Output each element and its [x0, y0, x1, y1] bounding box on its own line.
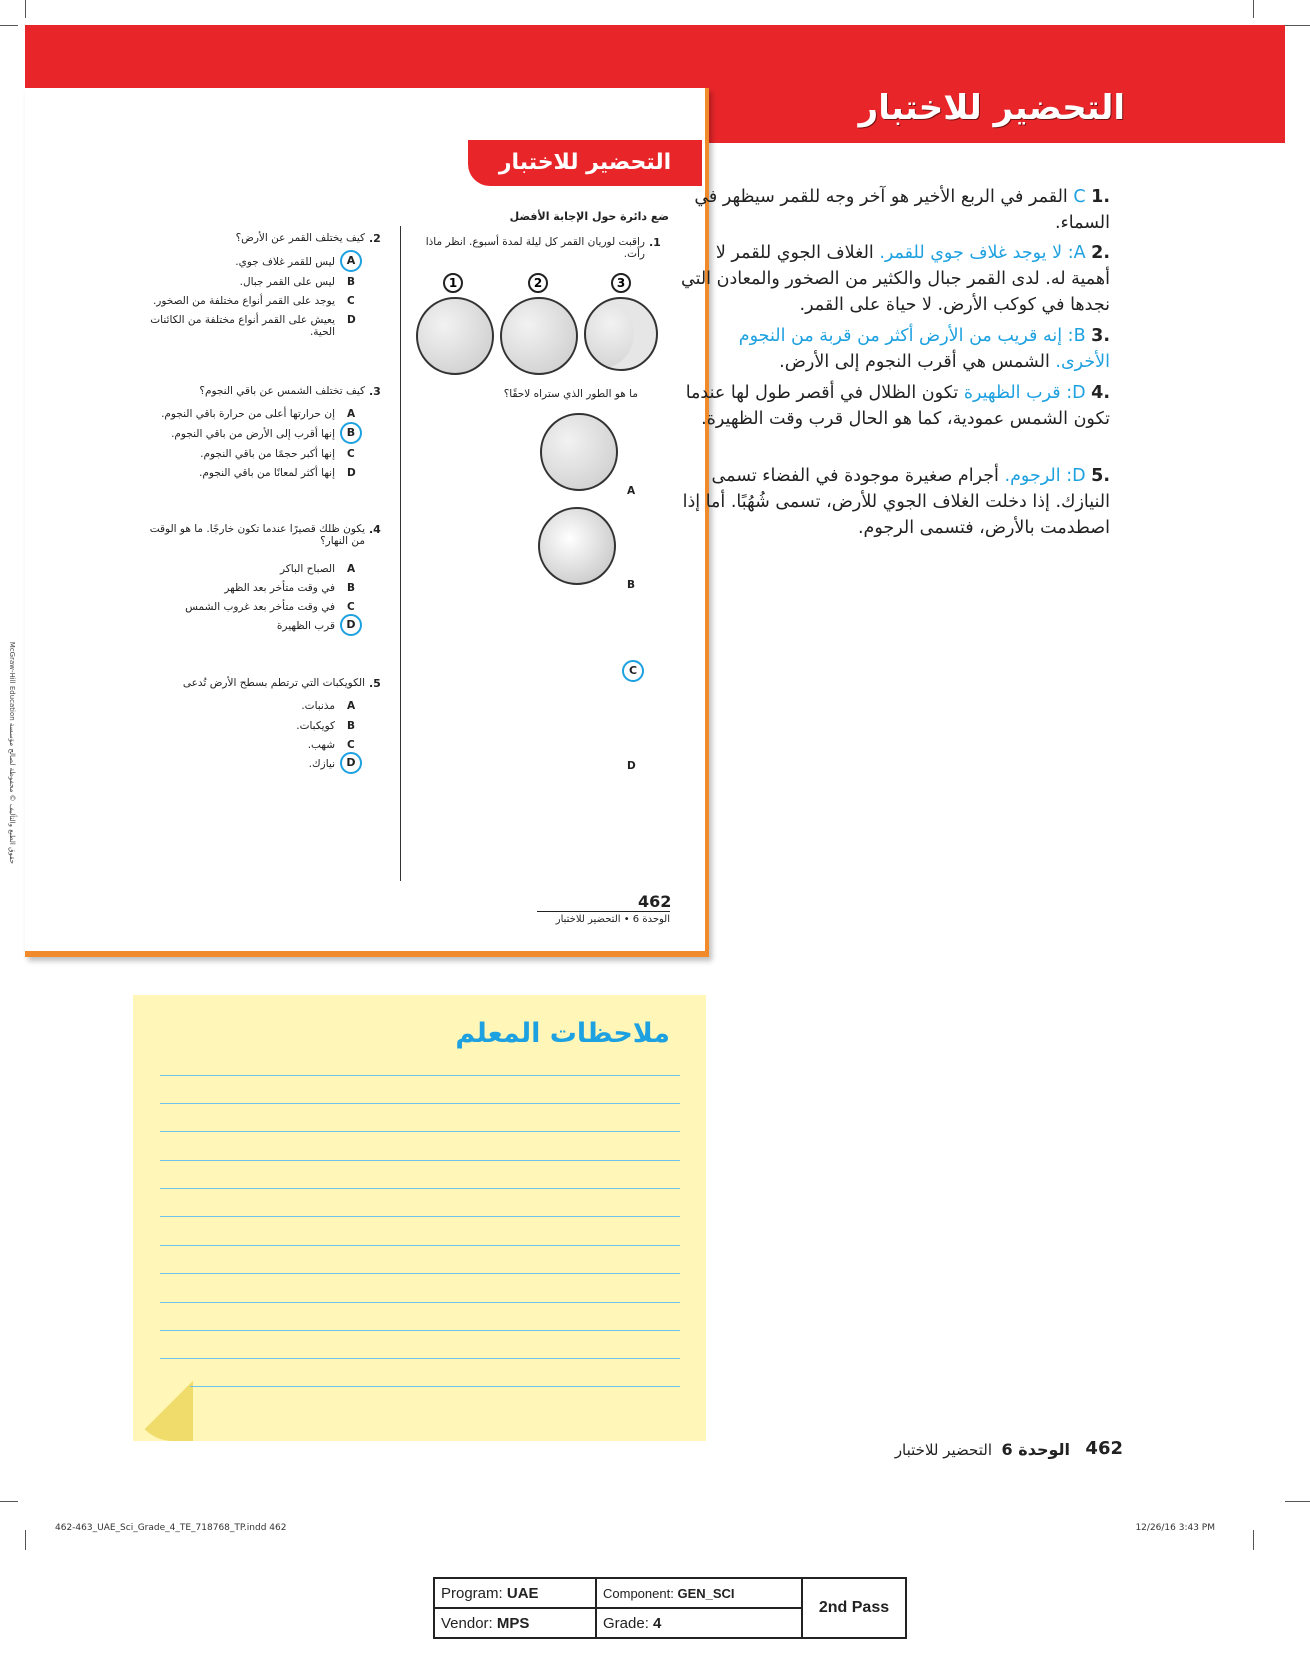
grade-value: 4 [653, 1614, 662, 1632]
page-footer-unit: الوحدة 6 [1001, 1440, 1070, 1459]
answer-2-text: الغلاف الجوي للقمر لا أهمية له. لدى القمر جبال والكثير من الصخور والمعادن التي نجدها في كوكب الأرض. لا حياة على القمر. [680, 243, 1110, 315]
q1-option-d: D [627, 760, 636, 772]
q2-option-d: D [347, 314, 356, 326]
moon-phase-1 [416, 297, 494, 375]
answer-1-number: .1 [1091, 187, 1110, 207]
answer-1 [680, 184, 1110, 236]
q5-text: الكويكبات التي ترتطم بسطح الأرض تُدعى [182, 677, 365, 689]
answer-2-number: .2 [1091, 243, 1110, 263]
q1-number: .1 [649, 236, 661, 249]
q2-number: .2 [369, 232, 381, 245]
q3-option-d-text: إنها أكثر لمعانًا من باقي النجوم. [199, 467, 335, 479]
q2-text: كيف يختلف القمر عن الأرض؟ [235, 232, 365, 244]
q5-option-c: C [347, 739, 355, 751]
answer-4-correct: قرب الظهيرة [963, 383, 1061, 403]
answer-2-correct: لا يوجد غلاف جوي للقمر. [879, 243, 1063, 263]
note-line[interactable] [160, 1188, 680, 1189]
answer-5-number: .5 [1091, 466, 1110, 486]
answer-1-text: القمر في الربع الأخير هو آخر وجه للقمر سيظهر في السماء. [694, 187, 1110, 233]
answer-5-key: D: [1066, 466, 1086, 486]
side-credit: حقوق الطبع والتأليف © محفوظة لصالح مؤسسة McGraw-Hill Education [8, 641, 16, 864]
q5-option-d-circled: D [340, 752, 362, 774]
q3-option-b-text: إنها أقرب إلى الأرض من باقي النجوم. [171, 428, 335, 440]
q5-option-b: B [347, 720, 356, 732]
q3-number: .3 [369, 385, 381, 398]
answer-2-key: A: [1067, 243, 1086, 263]
note-line[interactable] [160, 1358, 680, 1359]
vendor-cell [434, 1608, 596, 1638]
q4-option-c-text: في وقت متأخر بعد غروب الشمس [185, 601, 335, 613]
banner-title: التحضير للاختبار [858, 88, 1125, 128]
page-footer-label: التحضير للاختبار [894, 1441, 992, 1459]
q2-option-b: B [347, 276, 356, 288]
note-line[interactable] [190, 1386, 680, 1387]
option-b-moon [538, 507, 616, 585]
vendor-value: MPS [496, 1614, 530, 1632]
student-page-number: 462 [638, 892, 672, 911]
note-line[interactable] [160, 1245, 680, 1246]
instruction: ضع دائرة حول الإجابة الأفضل [509, 210, 669, 223]
component-value: GEN_SCI [677, 1585, 735, 1601]
grade-cell [596, 1608, 802, 1638]
answer-3 [680, 323, 1110, 375]
pass-label: 2nd Pass [802, 1578, 906, 1638]
q2-option-b-text: ليس على القمر جبال. [239, 276, 335, 288]
q2-option-a-circled: A [340, 250, 362, 272]
program-cell [434, 1578, 596, 1608]
answer-3-text: الشمس هي أقرب النجوم إلى الأرض. [779, 352, 1050, 372]
component-cell [596, 1578, 802, 1608]
q4-number: .4 [369, 523, 381, 536]
program-label: Program: [441, 1584, 503, 1602]
q5-number: .5 [369, 677, 381, 690]
q2-option-d-text: يعيش على القمر أنواع مختلفة من الكائنات الحية. [150, 314, 335, 338]
q5-option-d-text: نيازك. [308, 758, 335, 770]
q1-option-a: A [627, 485, 636, 497]
note-line[interactable] [160, 1131, 680, 1132]
q2-option-a-text: ليس للقمر غلاف جوي. [235, 256, 335, 268]
q3-option-d: D [347, 467, 356, 479]
student-page-header: التحضير للاختبار [468, 140, 702, 186]
answer-4-key: D: [1066, 383, 1086, 403]
q4-option-b-text: في وقت متأخر بعد الظهر [224, 582, 335, 594]
note-line[interactable] [160, 1273, 680, 1274]
q1-text: راقبت لوريان القمر كل ليلة لمدة أسبوع. انظر ماذا رأت. [425, 236, 645, 260]
answer-1-key: C [1073, 187, 1086, 207]
vendor-label: Vendor: [441, 1614, 493, 1632]
answer-3-number: .3 [1091, 326, 1110, 346]
q4-option-a: A [347, 563, 356, 575]
q4-text: يكون ظلك قصيرًا عندما تكون خارجًا. ما هو الوقت من النهار؟ [149, 523, 365, 547]
program-info-box [433, 1577, 907, 1639]
print-date: 12/26/16 3:43 PM [1135, 1523, 1215, 1533]
q2-option-c-text: يوجد على القمر أنواع مختلفة من الصخور. [152, 295, 335, 307]
q4-option-b: B [347, 582, 356, 594]
grade-label: Grade: [603, 1614, 649, 1632]
note-line[interactable] [160, 1160, 680, 1161]
q2-option-c: C [347, 295, 355, 307]
option-a-moon [540, 413, 618, 491]
q1-question: ما هو الطور الذي ستراه لاحقًا؟ [503, 388, 638, 400]
q5-option-a-text: مذنبات. [301, 700, 335, 712]
q4-option-a-text: الصباح الباكر [280, 563, 335, 575]
print-file-name: 462-463_UAE_Sci_Grade_4_TE_718768_TP.indd 462 [55, 1523, 287, 1533]
q3-text: كيف تختلف الشمس عن باقي النجوم؟ [199, 385, 365, 397]
q5-option-b-text: كويكبات. [296, 720, 335, 732]
q3-option-b-circled: B [340, 422, 362, 444]
note-line[interactable] [160, 1103, 680, 1104]
q3-option-c-text: إنها أكبر حجمًا من باقي النجوم. [200, 448, 335, 460]
note-line[interactable] [160, 1330, 680, 1331]
q4-option-d-circled: D [340, 614, 362, 636]
phase-label-1: 1 [443, 273, 463, 293]
q4-option-c: C [347, 601, 355, 613]
q5-option-a: A [347, 700, 356, 712]
phase-label-2: 2 [528, 273, 548, 293]
teacher-notes-box [133, 995, 706, 1441]
phase-label-3: 3 [611, 273, 631, 293]
answer-5-correct: الرجوم. [1004, 466, 1061, 486]
answer-4 [680, 380, 1110, 432]
q3-option-a: A [347, 408, 356, 420]
q4-option-d-text: قرب الظهيرة [276, 620, 335, 632]
q1-option-c-circled: C [622, 660, 644, 682]
note-line[interactable] [160, 1302, 680, 1303]
note-line[interactable] [160, 1075, 680, 1076]
moon-phase-2 [500, 297, 578, 375]
answer-5 [680, 463, 1110, 541]
teacher-notes-title: ملاحظات المعلم [455, 1018, 670, 1049]
program-value: UAE [506, 1584, 539, 1602]
answer-3-key: B: [1067, 326, 1086, 346]
student-footer-text: الوحدة 6 • التحضير للاختبار [555, 914, 670, 925]
column-divider [400, 226, 401, 881]
q3-option-a-text: إن حرارتها أعلى من حرارة باقي النجوم. [161, 408, 335, 420]
student-footer-rule [537, 911, 670, 912]
answer-5-text: أجرام صغيرة موجودة في الفضاء تسمى النيازك. إذا دخلت الغلاف الجوي للأرض، تسمى شُهُبًا. أما إذا اصطدمت بالأرض، فتسمى الرجوم. [682, 466, 1110, 538]
answer-3-correct: إنه قريب من الأرض أكثر من قربة من النجوم الأخرى. [738, 326, 1110, 372]
q3-option-c: C [347, 448, 355, 460]
answer-4-text: تكون الظلال في أقصر طول لها عندما تكون الشمس عمودية، كما هو الحال قرب وقت الظهيرة. [685, 383, 1110, 429]
page-number: 462 [1085, 1438, 1123, 1459]
q1-option-b: B [627, 579, 636, 591]
answer-2 [680, 240, 1110, 318]
q5-option-c-text: شهب. [307, 739, 335, 751]
answer-4-number: .4 [1091, 383, 1110, 403]
moon-phase-3 [584, 297, 658, 371]
component-label: Component: [603, 1585, 674, 1601]
note-line[interactable] [160, 1216, 680, 1217]
